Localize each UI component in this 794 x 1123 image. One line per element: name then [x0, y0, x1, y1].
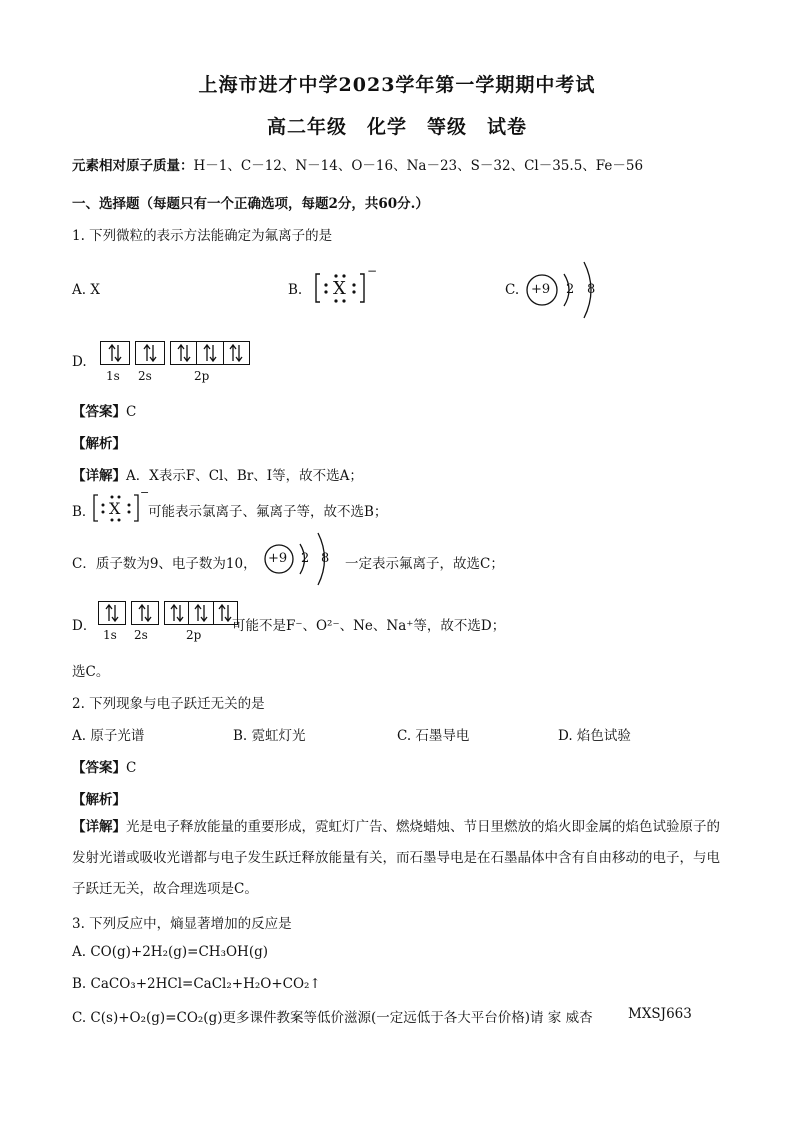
q1-detail-c-atom-diagram — [262, 530, 342, 588]
q1-option-b-lewis-diagram — [314, 264, 378, 308]
orbital-2p-box — [170, 341, 250, 365]
q1-option-b-label: B. — [288, 282, 303, 298]
q1-answer — [72, 400, 136, 420]
q2-answer-tag: 【答案】 — [72, 760, 126, 776]
inline-orbital-2p-box — [164, 601, 238, 625]
q2-detail-text: 光是电子释放能量的重要形成，霓虹灯广告、燃烧蜡烛、节日里燃放的焰火即金属的焰色试验原子的发射光谱或吸收光谱都与电子发生跃迁释放能量有关，而石墨导电是在石墨晶体中含有自由移动的电子，与电子跃迁无关，故合理选项是C。 — [72, 819, 720, 897]
q1-detail-c-prefix: C．质子数为9、电子数为10， — [72, 556, 257, 572]
q2-detail-tag: 【详解】 — [72, 819, 126, 835]
q1-detail-c-suffix: 一定表示氟离子，故选C； — [345, 556, 504, 572]
q1-detail-a — [72, 464, 363, 484]
exam-subtitle: 高二年级 化学 等级 试卷 — [266, 116, 527, 138]
exam-title: 上海市进才中学2023学年第一学期期中考试 — [198, 74, 596, 96]
lewis-symbol-inline: X — [109, 499, 121, 518]
shell-2-inline: 8 — [321, 551, 330, 566]
atomic-mass-label: 元素相对原子质量： — [72, 158, 194, 174]
shell-2-count: 8 — [587, 282, 596, 297]
detail-tag: 【详解】 — [72, 468, 126, 484]
question-2-stem: 2. 下列现象与电子跃迁无关的是 — [72, 696, 265, 712]
q3-option-c-code: MXSJ663 — [628, 1006, 692, 1022]
inline-orbital-1s-box — [98, 601, 126, 625]
shell-1-count: 2 — [566, 282, 575, 297]
q1-option-c-label: C. — [505, 282, 520, 298]
orbital-1s-box — [100, 341, 130, 365]
q2-detail — [72, 812, 722, 905]
q1-option-a: A. X — [72, 282, 100, 298]
q2-answer-value: C — [126, 760, 137, 776]
inline-orbital-label-2s: 2s — [134, 628, 148, 642]
q2-option-d: D. 焰色试验 — [558, 728, 631, 744]
q3-option-c: C. C(s)+O₂(g)=CO₂(g)更多课件教案等低价滋源(一定远低于各大平台价格)请 家 威杏 — [72, 1010, 593, 1026]
inline-orbital-label-1s: 1s — [103, 628, 117, 642]
atomic-mass-values: H－1、C－12、N－14、O－16、Na－23、S－32、Cl－35.5、Fe－56 — [193, 158, 644, 174]
shell-1-inline: 2 — [301, 551, 310, 566]
orbital-2s-box — [135, 341, 165, 365]
lewis-charge: − — [367, 264, 378, 278]
question-3-stem: 3. 下列反应中，熵显著增加的反应是 — [72, 916, 292, 932]
nucleus-charge-inline: +9 — [268, 551, 288, 566]
q1-detail-d-prefix: D． — [72, 618, 97, 634]
q1-conclusion: 选C。 — [72, 664, 110, 680]
q1-detail-b-prefix: B． — [72, 504, 96, 520]
nucleus-charge: +9 — [531, 282, 551, 297]
q1-option-d-label: D. — [72, 354, 87, 370]
q1-option-d-orbital-diagram — [100, 341, 250, 383]
lewis-symbol: X — [333, 278, 346, 299]
lewis-charge-inline: − — [140, 486, 150, 499]
q3-option-a: A. CO(g)+2H₂(g)=CH₃OH(g) — [72, 944, 269, 960]
answer-value: C — [126, 404, 137, 420]
q1-detail-d-orbital-diagram — [98, 601, 238, 642]
section-heading: 一、选择题（每题只有一个正确选项，每题2分，共60分.） — [72, 196, 429, 212]
q1-analysis-tag: 【解析】 — [72, 436, 126, 452]
orbital-label-1s: 1s — [106, 369, 120, 383]
atomic-mass-line — [72, 154, 643, 174]
q2-answer — [72, 756, 136, 776]
inline-orbital-2s-box — [131, 601, 159, 625]
q1-detail-b-suffix: 可能表示氯离子、氟离子等，故不选B； — [148, 504, 388, 520]
q2-option-b: B. 霓虹灯光 — [233, 728, 306, 744]
inline-orbital-label-2p: 2p — [186, 628, 202, 642]
orbital-label-2s: 2s — [138, 369, 152, 383]
detail-a-text: A．X表示F、Cl、Br、I等，故不选A； — [126, 468, 363, 484]
answer-tag: 【答案】 — [72, 404, 126, 420]
q1-detail-b-lewis-diagram — [92, 486, 150, 526]
q3-option-b: B. CaCO₃+2HCl=CaCl₂+H₂O+CO₂↑ — [72, 976, 321, 992]
q2-analysis-tag: 【解析】 — [72, 792, 126, 808]
q2-option-a: A. 原子光谱 — [72, 728, 145, 744]
orbital-label-2p: 2p — [194, 369, 210, 383]
q2-option-c: C. 石墨导电 — [397, 728, 470, 744]
q1-option-c-atom-diagram — [524, 258, 604, 322]
question-1-stem: 1. 下列微粒的表示方法能确定为氟离子的是 — [72, 228, 333, 244]
q1-detail-d-suffix: 可能不是F⁻、O²⁻、Ne、Na⁺等，故不选D； — [232, 618, 506, 634]
